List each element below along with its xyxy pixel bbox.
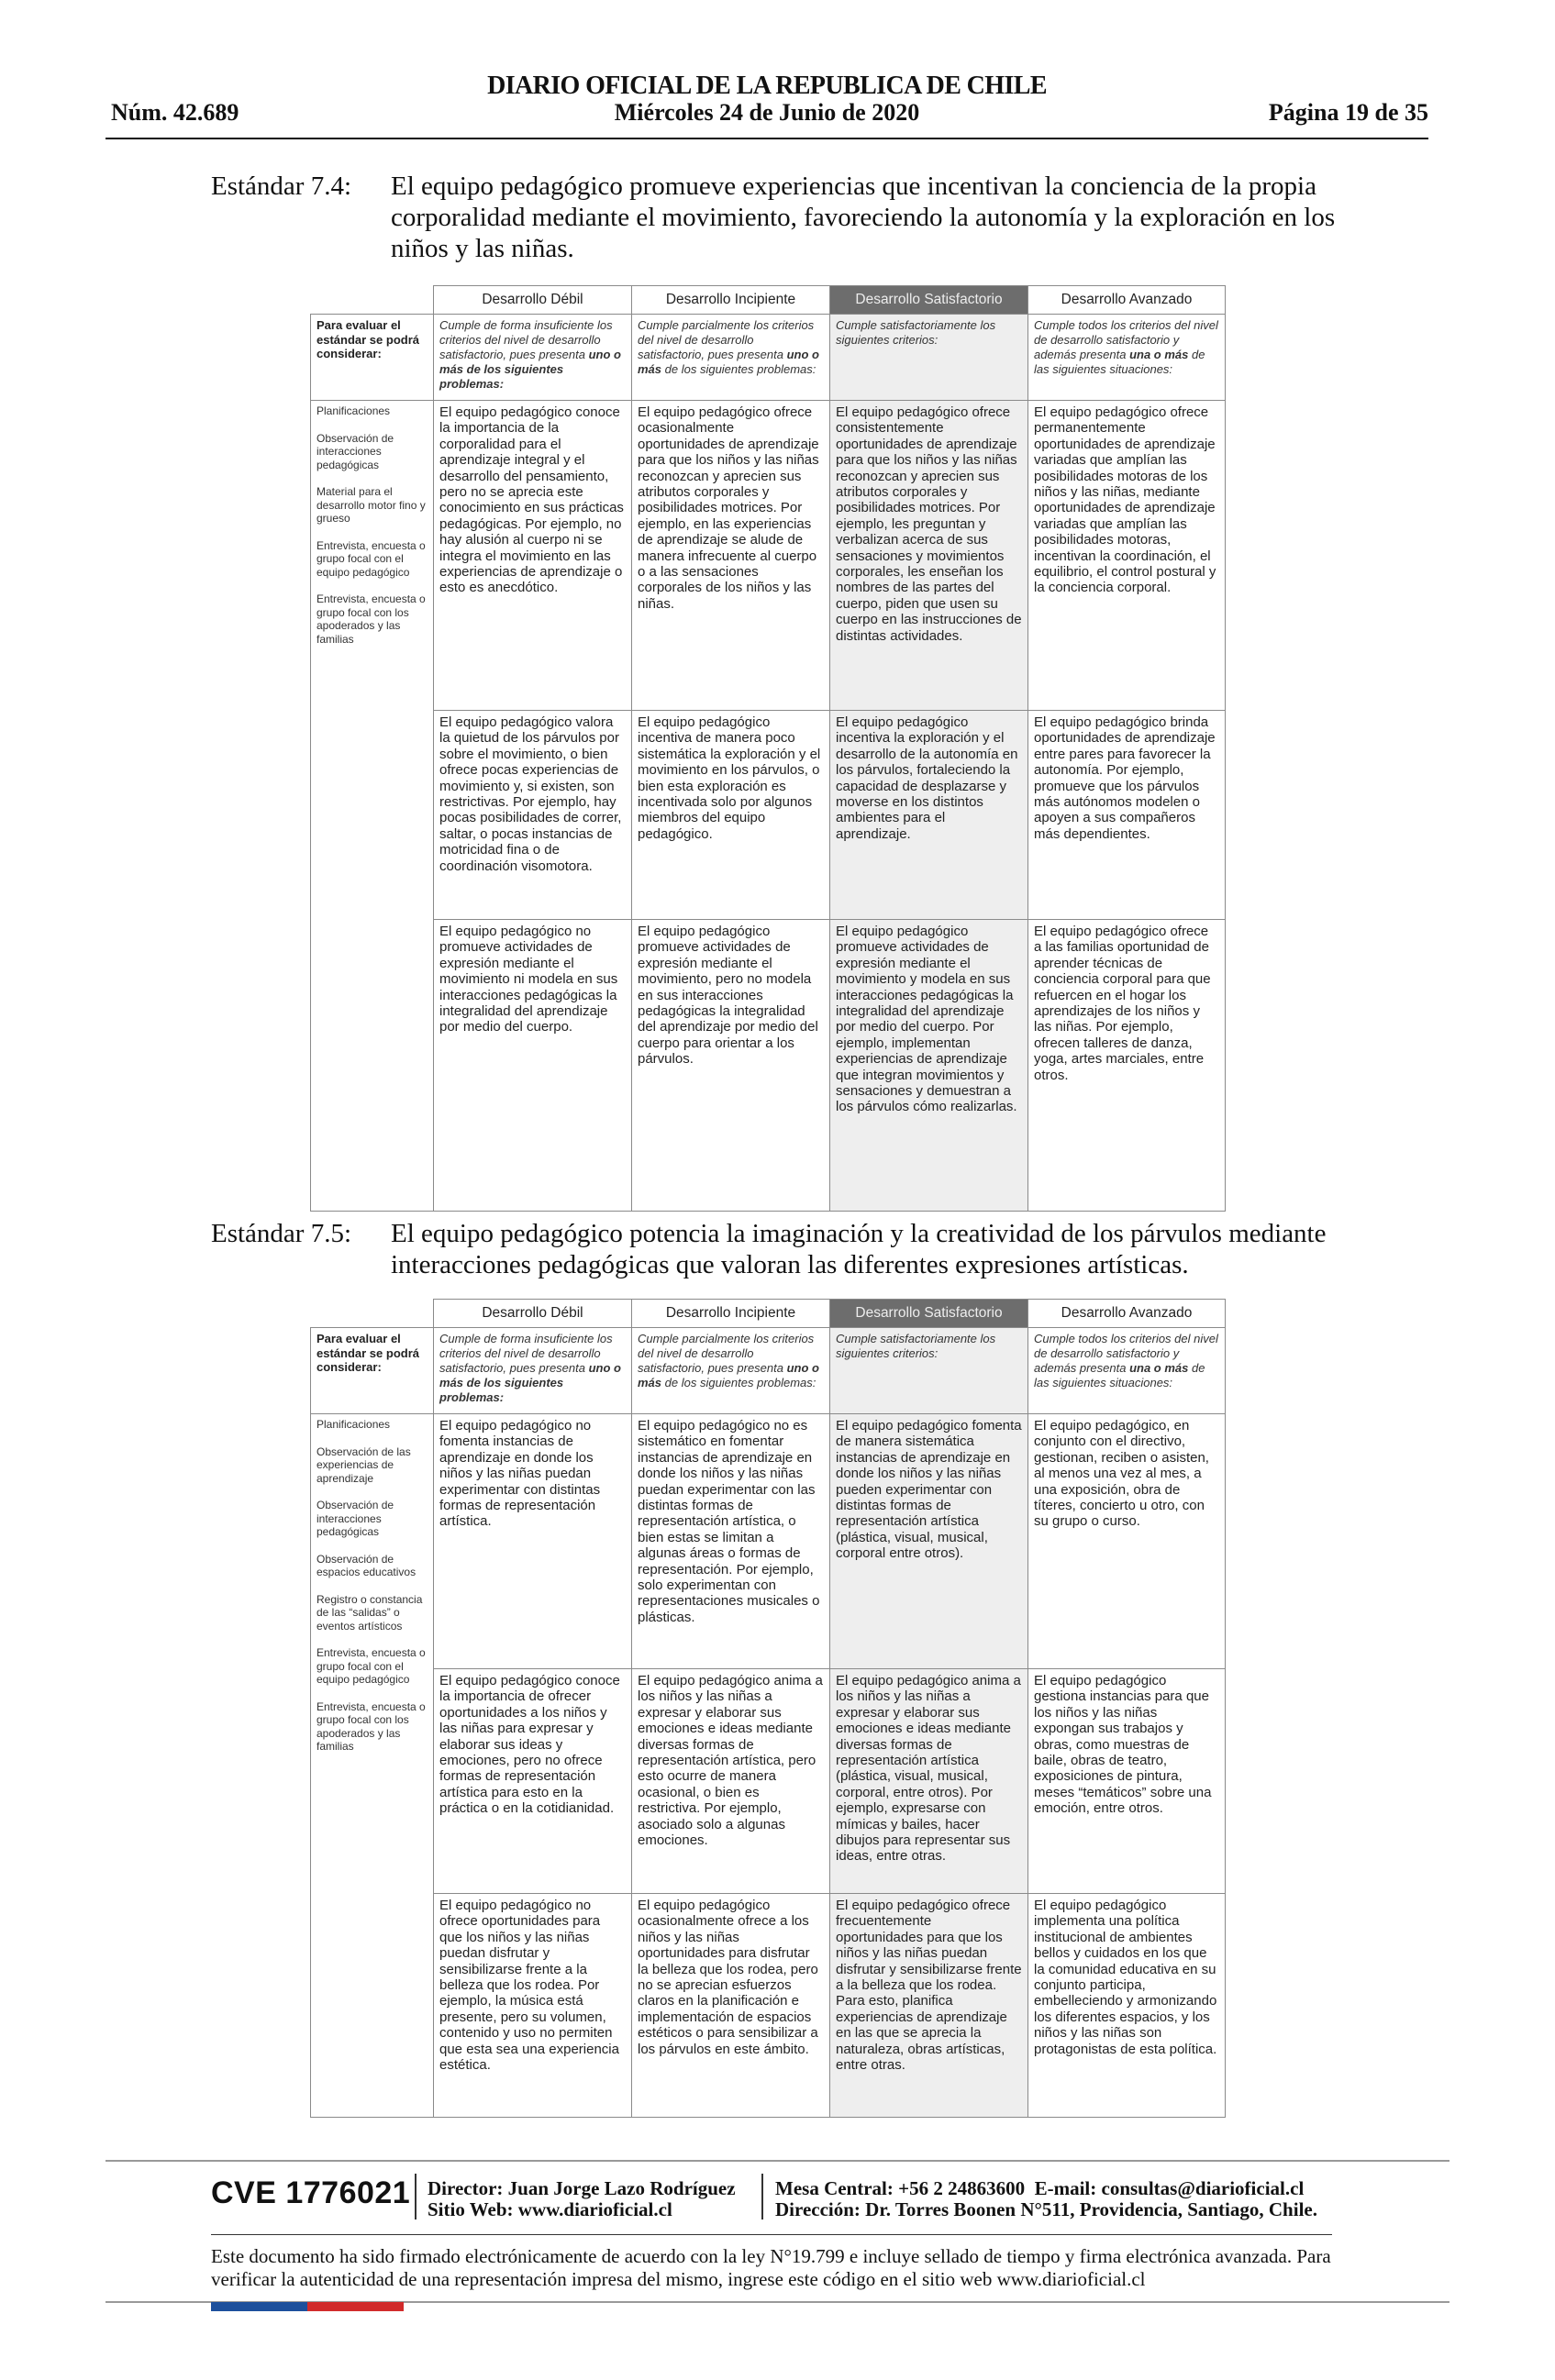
criteria-debil	[434, 1328, 632, 1414]
evidence-source: Material para el desarrollo motor fino y grueso	[317, 485, 426, 525]
criteria-incipiente	[632, 1328, 830, 1414]
criteria-text: de las siguientes situaciones:	[1034, 1361, 1205, 1389]
criteria-satisfactorio: Cumple satisfactoriamente los siguientes criterios:	[830, 315, 1028, 401]
level-satisfactorio: Desarrollo Satisfactorio	[830, 286, 1028, 315]
header-blank	[311, 286, 434, 315]
cell-incipiente: El equipo pedagógico no es sistemático en fomentar instancias de aprendizaje en donde los niños y las niñas puedan experimentar con las distintas formas de representación artística, o bien estas se limitan a algunas áreas o formas de representación. Por ejemplo, solo experimentan con representaciones musicales o plásticas.	[632, 1414, 830, 1669]
cell-avanzado: El equipo pedagógico gestiona instancias para que los niños y las niñas expongan sus trabajos y obras, como muestras de baile, obras de teatro, exposiciones de pintura, meses “temáticos” sobre una emoción, entre otros.	[1028, 1669, 1226, 1894]
rubric-row	[311, 920, 1226, 1212]
criteria-text: Cumple parcialmente los criterios del nivel de desarrollo satisfactorio, pues presenta	[638, 318, 815, 361]
eval-question: Para evaluar el estándar se podrá considerar:	[311, 1328, 434, 1414]
publication-title: DIARIO OFICIAL DE LA REPUBLICA DE CHILE	[487, 72, 1047, 100]
level-incipiente: Desarrollo Incipiente	[632, 286, 830, 315]
evidence-source: Observación de las experiencias de aprendizaje	[317, 1445, 411, 1485]
standard-text: El equipo pedagógico potencia la imaginación y la creatividad de los párvulos mediante interacciones pedagógicas que valoran las diferentes expresiones artísticas.	[391, 1219, 1327, 1279]
cell-incipiente: El equipo pedagógico incentiva de manera poco sistemática la exploración y el movimiento en los párvulos, o bien esta exploración es incentivada solo por algunos miembros del equipo pedagógico.	[632, 711, 830, 920]
cell-avanzado: El equipo pedagógico, en conjunto con el directivo, gestionan, reciben o asisten, al menos una vez al mes, a una exposición, obra de títeres, concierto u otro, con su grupo o curso.	[1028, 1414, 1226, 1669]
evidence-source: Planificaciones	[317, 404, 391, 417]
evidence-sources	[311, 1414, 434, 2118]
cell-incipiente: El equipo pedagógico ocasionalmente ofrece a los niños y las niñas oportunidades para disfrutar la belleza que los rodea, pero no se aprecian esfuerzos claros en la planificación e implementación de espacios estéticos o para sensibilizar a los párvulos en este ámbito.	[632, 1894, 830, 2118]
footer-contact-block	[775, 2178, 1317, 2220]
evidence-source: Planificaciones	[317, 1418, 391, 1431]
criteria-incipiente	[632, 315, 830, 401]
cell-avanzado: El equipo pedagógico implementa una política institucional de ambientes bellos y cuidados en los que la comunidad educativa en su conjunto participa, embelleciendo y armonizando los diferentes espacios, y los niños y las niñas son protagonistas de esta política.	[1028, 1894, 1226, 2118]
criteria-text: Cumple todos los criterios del nivel de desarrollo satisfactorio y además presenta	[1034, 1332, 1218, 1375]
criteria-emphasis: una o más	[1129, 1361, 1189, 1375]
footer-email[interactable]: E-mail: consultas@diarioficial.cl	[1034, 2177, 1305, 2199]
rubric-row	[311, 1894, 1226, 2118]
footer-address: Dirección: Dr. Torres Boonen N°511, Providencia, Santiago, Chile.	[775, 2198, 1317, 2220]
cell-incipiente: El equipo pedagógico promueve actividades de expresión mediante el movimiento, pero no modela en sus interacciones pedagógicas la integralidad del aprendizaje por medio del cuerpo para orientar a los párvulos.	[632, 920, 830, 1212]
rubric-row	[311, 1669, 1226, 1894]
evidence-source: Entrevista, encuesta o grupo focal con los apoderados y las familias	[317, 1699, 426, 1753]
level-header-row	[311, 1300, 1226, 1328]
criteria-text: Cumple de forma insuficiente los criterios del nivel de desarrollo satisfactorio, pues presenta	[439, 1332, 613, 1375]
cell-satisfactorio: El equipo pedagógico promueve actividades de expresión mediante el movimiento y modela en sus interacciones pedagógicas la integralidad del aprendizaje por medio del cuerpo. Por ejemplo, implementan experiencias de aprendizaje que integran movimientos y sensaciones y demuestran a los párvulos cómo realizarlas.	[830, 920, 1028, 1212]
cell-debil: El equipo pedagógico no ofrece oportunidades para que los niños y las niñas puedan disfrutar y sensibilizarse frente a la belleza que los rodea. Por ejemplo, la música está presente, pero su volumen, contenido y uso no permiten que esta sea una experiencia estética.	[434, 1894, 632, 2118]
cell-satisfactorio: El equipo pedagógico ofrece consistentemente oportunidades de aprendizaje para que los niños y las niñas reconozcan y aprecien sus atributos corporales y posibilidades motrices. Por ejemplo, les preguntan y verbalizan acerca de sus sensaciones y movimientos corporales, les enseñan los nombres de las partes del cuerpo, piden que usen su cuerpo en las instrucciones de distintas actividades.	[830, 401, 1028, 711]
criteria-text: Cumple de forma insuficiente los criterios del nivel de desarrollo satisfactorio, pues presenta	[439, 318, 613, 361]
evidence-source: Entrevista, encuesta o grupo focal con el equipo pedagógico	[317, 538, 426, 579]
rubric-row	[311, 1414, 1226, 1669]
criteria-emphasis: una o más	[1129, 348, 1189, 361]
standard-label: Estándar 7.4:	[211, 172, 352, 201]
issue-date: Miércoles 24 de Junio de 2020	[614, 99, 920, 126]
cell-satisfactorio: El equipo pedagógico ofrece frecuentemente oportunidades para que los niños y las niñas puedan disfrutar y sensibilizarse frente a la belleza que los rodea. Para esto, planifica experiencias de aprendizaje en las que se aprecia la naturaleza, obras artísticas, entre otras.	[830, 1894, 1028, 2118]
level-debil: Desarrollo Débil	[434, 1300, 632, 1328]
criteria-avanzado	[1028, 315, 1226, 401]
criteria-text: de los siguientes problemas:	[661, 1376, 816, 1389]
cell-avanzado: El equipo pedagógico ofrece a las familias oportunidad de aprender técnicas de conciencia corporal para que refuercen en el hogar los aprendizajes de los niños y las niñas. Por ejemplo, ofrecen talleres de danza, yoga, artes marciales, entre otros.	[1028, 920, 1226, 1212]
criteria-satisfactorio: Cumple satisfactoriamente los siguientes criterios:	[830, 1328, 1028, 1414]
eval-question: Para evaluar el estándar se podrá considerar:	[311, 315, 434, 401]
evidence-source: Entrevista, encuesta o grupo focal con el equipo pedagógico	[317, 1646, 426, 1686]
footer-phone: Mesa Central: +56 2 24863600	[775, 2177, 1026, 2199]
footer-separator	[761, 2174, 763, 2219]
cell-debil: El equipo pedagógico valora la quietud de los párvulos por sobre el movimiento, o bien ofrece pocas experiencias de movimiento y, si existen, son restrictivas. Por ejemplo, hay pocas posibilidades de correr, saltar, o pocas instancias de motricidad fina o de coordinación visomotora.	[434, 711, 632, 920]
criteria-emphasis: uno o más de los siguientes problemas:	[439, 348, 621, 391]
page-number: Página 19 de 35	[1268, 99, 1428, 126]
page-header	[106, 72, 1428, 138]
criteria-text: de las siguientes situaciones:	[1034, 348, 1205, 376]
evidence-source: Observación de espacios educativos	[317, 1552, 417, 1578]
cell-debil: El equipo pedagógico no promueve actividades de expresión mediante el movimiento ni modela en sus interacciones pedagógicas la integralidad del aprendizaje por medio del cuerpo.	[434, 920, 632, 1212]
footer-rule	[106, 2160, 1449, 2162]
cve-code: CVE 1776021	[211, 2175, 411, 2210]
cell-satisfactorio: El equipo pedagógico anima a los niños y las niñas a expresar y elaborar sus emociones e ideas mediante diversas formas de representación artística (plástica, visual, musical, corporal, entre otros). Por ejemplo, expresarse con mímicas y bailes, hacer dibujos para representar sus ideas, entre otras.	[830, 1669, 1028, 1894]
header-blank	[311, 1300, 434, 1328]
footer-separator	[415, 2174, 417, 2219]
level-header-row	[311, 286, 1226, 315]
cell-incipiente: El equipo pedagógico ofrece ocasionalmente oportunidades de aprendizaje para que los niños y las niñas reconozcan y aprecien sus atributos corporales y posibilidades motrices. Por ejemplo, en las experiencias de aprendizaje se alude de manera infrecuente al cuerpo o a las sensaciones corporales de los niños y las niñas.	[632, 401, 830, 711]
criteria-emphasis: uno o más	[638, 348, 819, 376]
criteria-emphasis: uno o más de los siguientes problemas:	[439, 1361, 621, 1404]
legal-notice: Este documento ha sido firmado electrónicamente de acuerdo con la ley N°19.799 e incluye sellado de tiempo y firma electrónica avanzada. Para verificar la autenticidad de una representación impresa del mismo, ingrese este código en el sitio web www.diarioficial.cl	[211, 2245, 1331, 2290]
footer-director-block	[428, 2178, 736, 2220]
level-debil: Desarrollo Débil	[434, 286, 632, 315]
evidence-source: Registro o constancia de las “salidas” o eventos artísticos	[317, 1592, 423, 1633]
issue-number: Núm. 42.689	[111, 99, 239, 126]
criteria-text: Cumple todos los criterios del nivel de desarrollo satisfactorio y además presenta	[1034, 318, 1218, 361]
cell-debil: El equipo pedagógico conoce la importancia de la corporalidad para el aprendizaje integral y el desarrollo del pensamiento, pero no se aprecia este conocimiento en sus prácticas pedagógicas. Por ejemplo, no hay alusión al cuerpo ni se integra el movimiento en las experiencias de aprendizaje o esto es anecdótico.	[434, 401, 632, 711]
evidence-source: Entrevista, encuesta o grupo focal con los apoderados y las familias	[317, 592, 426, 646]
rubric-table-7-4	[310, 285, 1226, 1212]
footer-rule	[211, 2234, 1332, 2235]
cell-avanzado: El equipo pedagógico ofrece permanentemente oportunidades de aprendizaje variadas que amplían las posibilidades motoras de los niños y las niñas, mediante oportunidades de aprendizaje variadas que amplían las posibilidades motoras, incentivan la coordinación, el equilibrio, el control postural y la conciencia corporal.	[1028, 401, 1226, 711]
level-incipiente: Desarrollo Incipiente	[632, 1300, 830, 1328]
cell-incipiente: El equipo pedagógico anima a los niños y las niñas a expresar y elaborar sus emociones e ideas mediante diversas formas de representación artística, pero esto ocurre de manera ocasional, o bien es restrictiva. Por ejemplo, asociado solo a algunas emociones.	[632, 1669, 830, 1894]
criteria-row	[311, 315, 1226, 401]
cell-debil: El equipo pedagógico conoce la importancia de ofrecer oportunidades a los niños y las niñas para expresar y elaborar sus ideas y emociones, pero no ofrece formas de representación artística para esto en la práctica o en la cotidianidad.	[434, 1669, 632, 1894]
rubric-table-7-5	[310, 1299, 1226, 2118]
evidence-source: Observación de interacciones pedagógicas	[317, 431, 394, 471]
level-avanzado: Desarrollo Avanzado	[1028, 286, 1226, 315]
criteria-debil	[434, 315, 632, 401]
level-avanzado: Desarrollo Avanzado	[1028, 1300, 1226, 1328]
level-satisfactorio: Desarrollo Satisfactorio	[830, 1300, 1028, 1328]
header-rule	[106, 138, 1428, 139]
standard-label: Estándar 7.5:	[211, 1219, 352, 1248]
cell-satisfactorio: El equipo pedagógico fomenta de manera sistemática instancias de aprendizaje en donde los niños y las niñas pueden experimentar con distintas formas de representación artística (plástica, visual, musical, corporal entre otros).	[830, 1414, 1028, 1669]
standard-text: El equipo pedagógico promueve experiencias que incentivan la conciencia de la propia corporalidad mediante el movimiento, favoreciendo la autonomía y la exploración en los niños y las niñas.	[391, 172, 1336, 263]
criteria-emphasis: uno o más	[638, 1361, 819, 1389]
rubric-row	[311, 401, 1226, 711]
cell-satisfactorio: El equipo pedagógico incentiva la exploración y el desarrollo de la autonomía en los párvulos, fortaleciendo la capacidad de desplazarse y moverse en los distintos ambientes para el aprendizaje.	[830, 711, 1028, 920]
cell-debil: El equipo pedagógico no fomenta instancias de aprendizaje en donde los niños y las niñas puedan experimentar con distintas formas de representación artística.	[434, 1414, 632, 1669]
criteria-row	[311, 1328, 1226, 1414]
evidence-sources	[311, 401, 434, 1212]
criteria-text: Cumple parcialmente los criterios del nivel de desarrollo satisfactorio, pues presenta	[638, 1332, 815, 1375]
criteria-avanzado	[1028, 1328, 1226, 1414]
footer-website[interactable]: Sitio Web: www.diarioficial.cl	[428, 2198, 672, 2220]
rubric-row	[311, 711, 1226, 920]
footer-director: Director: Juan Jorge Lazo Rodríguez	[428, 2177, 736, 2199]
criteria-text: de los siguientes problemas:	[661, 362, 816, 376]
cell-avanzado: El equipo pedagógico brinda oportunidades de aprendizaje entre pares para favorecer la autonomía. Por ejemplo, promueve que los párvulos más autónomos modelen o apoyen a sus compañeros más dependientes.	[1028, 711, 1226, 920]
evidence-source: Observación de interacciones pedagógicas	[317, 1499, 394, 1538]
flag-bar	[211, 2302, 404, 2311]
